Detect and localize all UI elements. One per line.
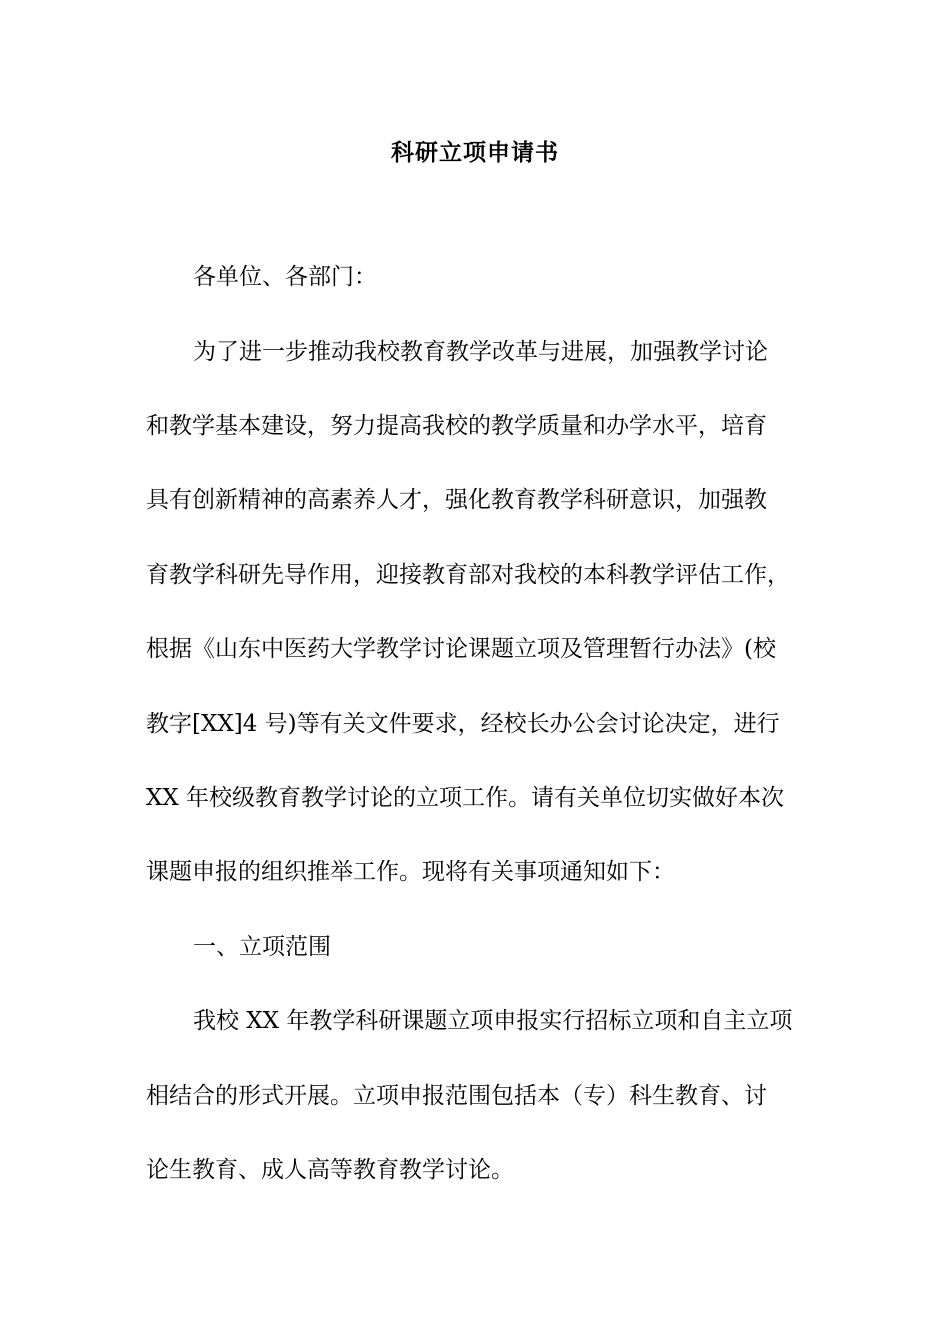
paragraph-2-line-2: 相结合的形式开展。立项申报范围包括本（专）科生教育、讨 [146, 1083, 767, 1109]
salutation-line: 各单位、各部门： [193, 264, 377, 290]
paragraph-1-line-4: 育教学科研先导作用，迎接教育部对我校的本科教学评估工作， [146, 562, 790, 588]
section-heading-scope: 一、立项范围 [193, 934, 331, 960]
paragraph-1-line-5: 根据《山东中医药大学教学讨论课题立项及管理暂行办法》(校 [146, 636, 776, 662]
paragraph-2-line-1: 我校 XX 年教学科研课题立项申报实行招标立项和自主立项 [193, 1008, 793, 1034]
paragraph-2-line-3: 论生教育、成人高等教育教学讨论。 [146, 1157, 514, 1183]
paragraph-1-line-6: 教字[XX]4 号)等有关文件要求，经校长办公会讨论决定，进行 [146, 711, 780, 737]
paragraph-1-line-7: XX 年校级教育教学讨论的立项工作。请有关单位切实做好本次 [146, 785, 785, 811]
document-title: 科研立项申请书 [391, 139, 559, 166]
paragraph-1-line-8: 课题申报的组织推举工作。现将有关事项通知如下： [146, 859, 675, 885]
paragraph-1-line-2: 和教学基本建设，努力提高我校的教学质量和办学水平，培育 [146, 413, 767, 439]
paragraph-1-line-3: 具有创新精神的高素养人才，强化教育教学科研意识，加强教 [146, 487, 767, 513]
paragraph-1-line-1: 为了进一步推动我校教育教学改革与进展，加强教学讨论 [193, 339, 768, 365]
